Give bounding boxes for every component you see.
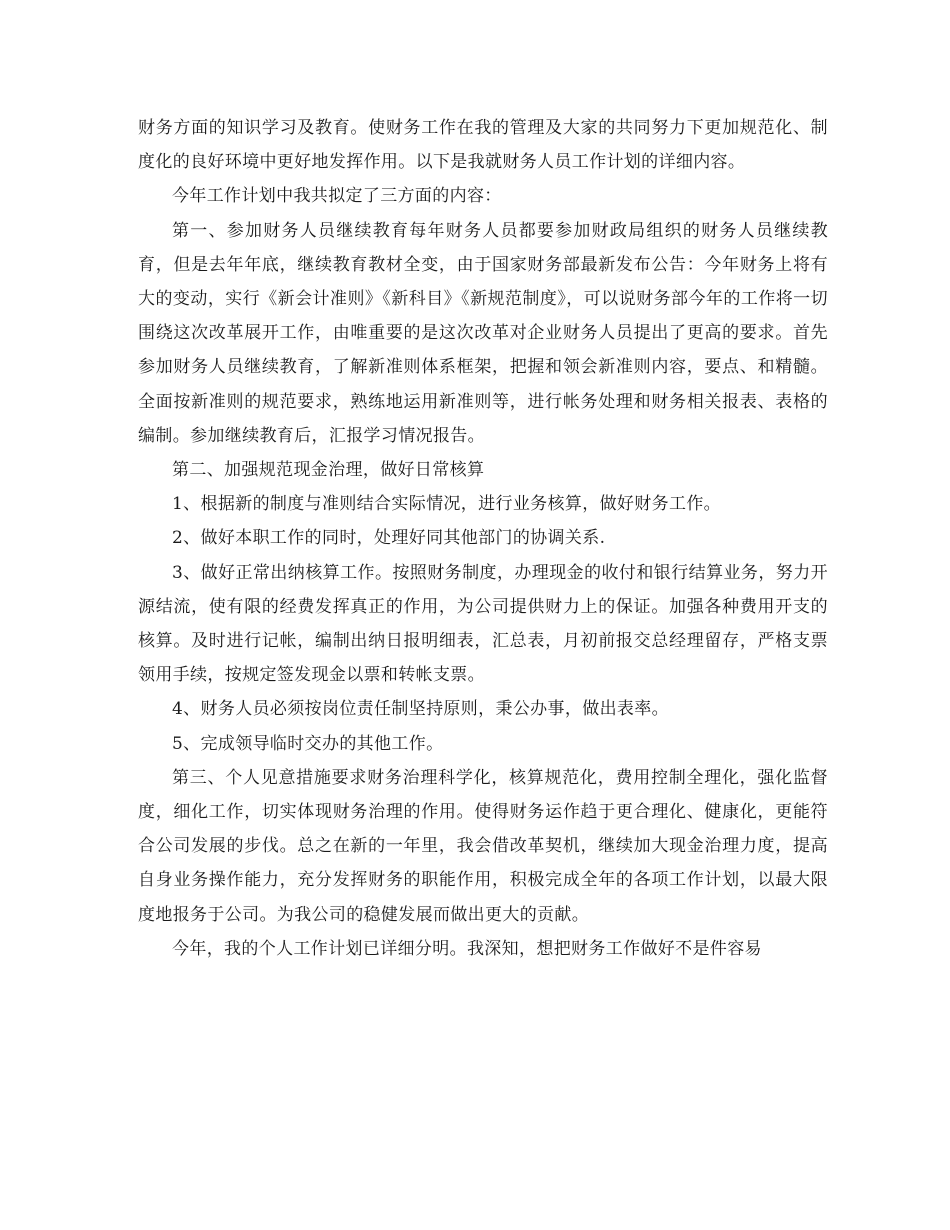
paragraph-plan-overview: 今年工作计划中我共拟定了三方面的内容：	[172, 186, 502, 207]
list-item-1: 1、根据新的制度与准则结合实际情况，进行业务核算，做好财务工作。	[172, 494, 722, 515]
list-item-4: 4、财务人员必须按岗位责任制坚持原则，秉公办事，做出表率。	[172, 699, 669, 720]
list-item-3: 3、做好正常出纳核算工作。按照财务制度，办理现金的收付和银行结算业务，努力开源结流，使有限的经费发挥真正的作用，为公司提供财力上的保证。加强各种费用开支的核算。及时进行记帐，编制出纳日报明细表，汇总表，月初前报交总经理留存，严格支票领用手续，按规定签发现金以票和转帐支票。	[138, 562, 828, 686]
paragraph-section-three: 第三、个人见意措施要求财务治理科学化，核算规范化，费用控制全理化，强化监督度，细化工作，切实体现财务治理的作用。使得财务运作趋于更合理化、健康化，更能符合公司发展的步伐。总之在新的一年里，我会借改革契机，继续加大现金治理力度，提高自身业务操作能力，充分发挥财务的职能作用，积极完成全年的各项工作计划，以最大限度地报务于公司。为我公司的稳健发展而做出更大的贡献。	[138, 767, 828, 925]
paragraph-section-two-heading: 第二、加强规范现金治理，做好日常核算	[172, 460, 485, 481]
paragraph-intro-continued: 财务方面的知识学习及教育。使财务工作在我的管理及大家的共同努力下更加规范化、制度化的良好环境中更好地发挥作用。以下是我就财务人员工作计划的详细内容。	[138, 118, 828, 173]
paragraph-section-one: 第一、参加财务人员继续教育每年财务人员都要参加财政局组织的财务人员继续教育，但是去年年底，继续教育教材全变，由于国家财务部最新发布公告：今年财务上将有大的变动，实行《新会计准则》《新科目》《新规范制度》，可以说财务部今年的工作将一切围绕这次改革展开工作，由唯重要的是这次改革对企业财务人员提出了更高的要求。首先参加财务人员继续教育，了解新准则体系框架，把握和领会新准则内容，要点、和精髓。全面按新准则的规范要求，熟练地运用新准则等，进行帐务处理和财务相关报表、表格的编制。参加继续教育后，汇报学习情况报告。	[138, 220, 828, 446]
paragraph-conclusion: 今年，我的个人工作计划已详细分明。我深知，想把财务工作做好不是件容易	[172, 938, 762, 959]
list-item-5: 5、完成领导临时交办的其他工作。	[172, 733, 444, 754]
list-item-2: 2、做好本职工作的同时，处理好同其他部门的协调关系.	[172, 528, 606, 549]
document-body	[138, 111, 828, 966]
